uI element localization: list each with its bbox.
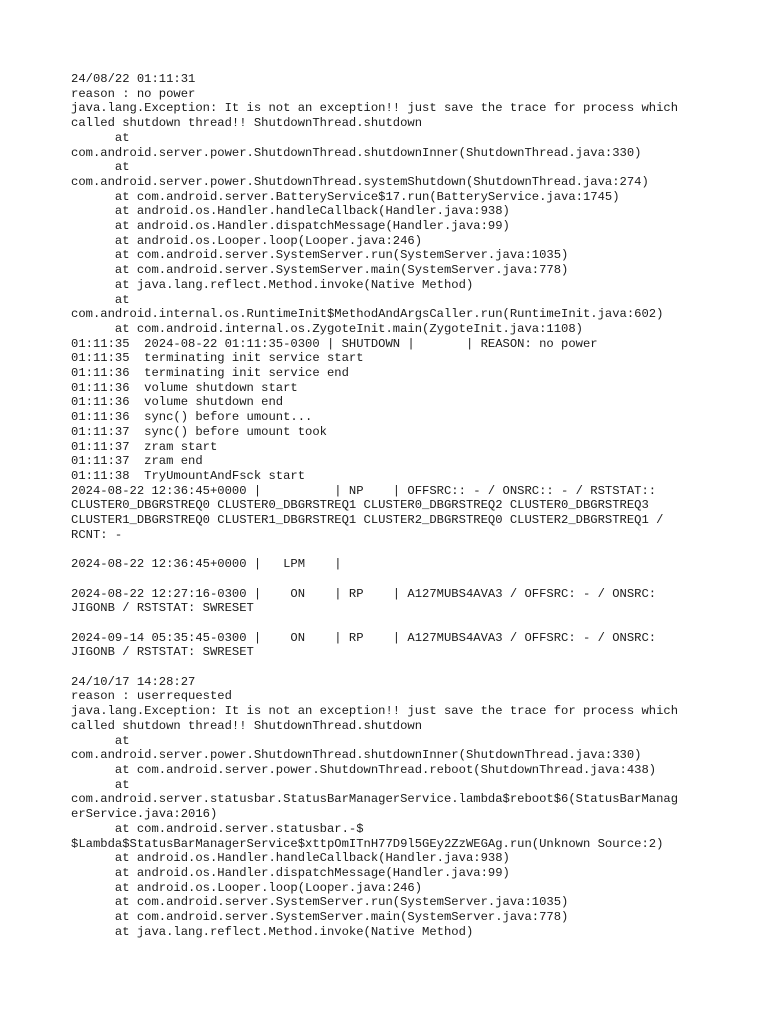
log-line: 01:11:35 2024-08-22 01:11:35-0300 | SHUTDOWN | | REASON: no power bbox=[71, 336, 598, 351]
log-line: RCNT: - bbox=[71, 527, 123, 542]
log-line: at android.os.Handler.handleCallback(Handler.java:938) bbox=[71, 204, 510, 219]
log-line: at android.os.Looper.loop(Looper.java:246) bbox=[71, 880, 423, 895]
log-line: at bbox=[71, 160, 130, 175]
log-line: at com.android.server.SystemServer.run(SystemServer.java:1035) bbox=[71, 248, 569, 263]
log-line: at bbox=[71, 130, 130, 145]
log-line: com.android.server.statusbar.StatusBarManagerService.lambda$reboot$6(StatusBarManag bbox=[71, 792, 679, 807]
log-line bbox=[71, 543, 731, 558]
log-line: called shutdown thread!! ShutdownThread.shutdown bbox=[71, 718, 423, 733]
log-line: at bbox=[71, 733, 130, 748]
log-line: 2024-08-22 12:27:16-0300 | ON | RP | A127MUBS4AVA3 / OFFSRC: - / ONSRC: bbox=[71, 586, 657, 601]
log-line: 01:11:37 zram start bbox=[71, 439, 218, 454]
log-line: at java.lang.reflect.Method.invoke(Native Method) bbox=[71, 924, 474, 939]
log-line: at com.android.server.SystemServer.main(SystemServer.java:778) bbox=[71, 910, 569, 925]
log-line: erService.java:2016) bbox=[71, 807, 218, 822]
log-line: at com.android.server.statusbar.-$ bbox=[71, 821, 364, 836]
log-line: JIGONB / RSTSTAT: SWRESET bbox=[71, 601, 254, 616]
log-line: 01:11:35 terminating init service start bbox=[71, 351, 364, 366]
log-line bbox=[71, 616, 731, 631]
log-line: com.android.internal.os.RuntimeInit$MethodAndArgsCaller.run(RuntimeInit.java:602) bbox=[71, 307, 664, 322]
log-line: JIGONB / RSTSTAT: SWRESET bbox=[71, 645, 254, 660]
log-line: 01:11:36 terminating init service end bbox=[71, 366, 349, 381]
log-line: 01:11:36 volume shutdown start bbox=[71, 380, 298, 395]
log-line: 2024-08-22 12:36:45+0000 | | NP | OFFSRC:: - / ONSRC:: - / RSTSTAT:: bbox=[71, 483, 657, 498]
log-line: at android.os.Looper.loop(Looper.java:246) bbox=[71, 233, 423, 248]
log-line: CLUSTER1_DBGRSTREQ0 CLUSTER1_DBGRSTREQ1 CLUSTER2_DBGRSTREQ0 CLUSTER2_DBGRSTREQ1 / bbox=[71, 513, 664, 528]
log-line bbox=[71, 572, 731, 587]
log-line: reason : userrequested bbox=[71, 689, 232, 704]
log-line: at java.lang.reflect.Method.invoke(Native Method) bbox=[71, 277, 474, 292]
log-line: 01:11:37 zram end bbox=[71, 454, 203, 469]
log-line: 01:11:36 sync() before umount... bbox=[71, 410, 313, 425]
log-line: java.lang.Exception: It is not an exception!! just save the trace for process which bbox=[71, 101, 679, 116]
log-line: com.android.server.power.ShutdownThread.shutdownInner(ShutdownThread.java:330) bbox=[71, 145, 642, 160]
log-text-block bbox=[71, 72, 731, 939]
log-line: at android.os.Handler.dispatchMessage(Handler.java:99) bbox=[71, 865, 510, 880]
log-line: com.android.server.power.ShutdownThread.systemShutdown(ShutdownThread.java:274) bbox=[71, 174, 649, 189]
log-line: at android.os.Handler.dispatchMessage(Handler.java:99) bbox=[71, 219, 510, 234]
log-line: called shutdown thread!! ShutdownThread.shutdown bbox=[71, 116, 423, 131]
log-line: com.android.server.power.ShutdownThread.shutdownInner(ShutdownThread.java:330) bbox=[71, 748, 642, 763]
log-line: at bbox=[71, 777, 130, 792]
log-line: CLUSTER0_DBGRSTREQ0 CLUSTER0_DBGRSTREQ1 CLUSTER0_DBGRSTREQ2 CLUSTER0_DBGRSTREQ3 bbox=[71, 498, 649, 513]
log-line bbox=[71, 660, 731, 675]
log-line: 2024-08-22 12:36:45+0000 | LPM | bbox=[71, 557, 342, 572]
log-line: java.lang.Exception: It is not an exception!! just save the trace for process which bbox=[71, 704, 679, 719]
log-line: reason : no power bbox=[71, 86, 196, 101]
log-line: at com.android.internal.os.ZygoteInit.main(ZygoteInit.java:1108) bbox=[71, 321, 583, 336]
log-line: at android.os.Handler.handleCallback(Handler.java:938) bbox=[71, 851, 510, 866]
log-line: at com.android.server.power.ShutdownThread.reboot(ShutdownThread.java:438) bbox=[71, 762, 657, 777]
log-line: at com.android.server.SystemServer.run(SystemServer.java:1035) bbox=[71, 895, 569, 910]
log-line: 01:11:37 sync() before umount took bbox=[71, 424, 327, 439]
log-line: 24/10/17 14:28:27 bbox=[71, 674, 196, 689]
log-line: 01:11:38 TryUmountAndFsck start bbox=[71, 468, 306, 483]
log-line: at com.android.server.BatteryService$17.run(BatteryService.java:1745) bbox=[71, 189, 620, 204]
log-line: $Lambda$StatusBarManagerService$xttpOmITnH77D9l5GEy2ZzWEGAg.run(Unknown Source:2) bbox=[71, 836, 664, 851]
log-line: 24/08/22 01:11:31 bbox=[71, 72, 196, 86]
log-line: at bbox=[71, 292, 130, 307]
log-line: 2024-09-14 05:35:45-0300 | ON | RP | A127MUBS4AVA3 / OFFSRC: - / ONSRC: bbox=[71, 630, 657, 645]
log-line: at com.android.server.SystemServer.main(SystemServer.java:778) bbox=[71, 263, 569, 278]
log-line: 01:11:36 volume shutdown end bbox=[71, 395, 284, 410]
